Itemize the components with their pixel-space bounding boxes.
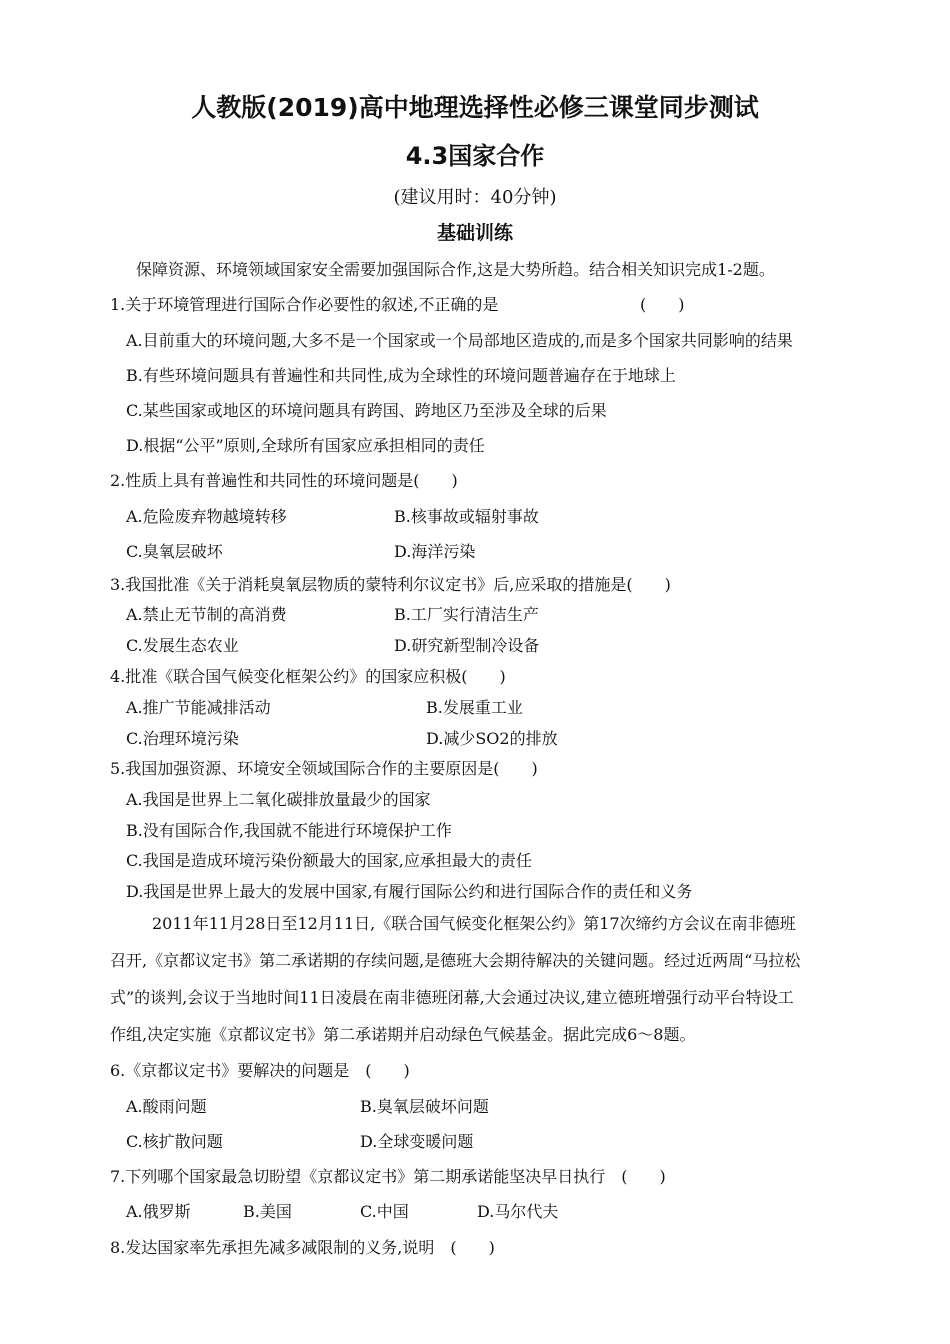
question-3-stem: 3.我国批准《关于消耗臭氧层物质的蒙特利尔议定书》后,应采取的措施是( ) [110, 575, 671, 594]
question-5-stem: 5.我国加强资源、环境安全领域国际合作的主要原因是( ) [110, 759, 538, 778]
question-2-option-c: C.臭氧层破坏 [126, 542, 223, 561]
question-5-option-d: D.我国是世界上最大的发展中国家,有履行国际公约和进行国际合作的责任和义务 [126, 882, 693, 901]
question-6-option-a: A.酸雨问题 [126, 1097, 207, 1116]
question-1-option-c: C.某些国家或地区的环境问题具有跨国、跨地区乃至涉及全球的后果 [126, 401, 607, 420]
question-2-stem: 2.性质上具有普遍性和共同性的环境问题是( ) [110, 471, 458, 490]
question-4-option-b: B.发展重工业 [426, 698, 523, 717]
intro-paragraph-2-line-3: 式”的谈判,会议于当地时间11日凌晨在南非德班闭幕,大会通过决议,建立德班增强行动平台特设工 [110, 988, 794, 1007]
intro-paragraph-1: 保障资源、环境领域国家安全需要加强国际合作,这是大势所趋。结合相关知识完成1-2题。 [136, 260, 775, 279]
sub-title: 4.3国家合作 [405, 142, 545, 170]
main-title: 人教版(2019)高中地理选择性必修三课堂同步测试 [191, 93, 759, 122]
question-5-option-c: C.我国是造成环境污染份额最大的国家,应承担最大的责任 [126, 851, 532, 870]
question-1-option-b: B.有些环境问题具有普遍性和共同性,成为全球性的环境问题普遍存在于地球上 [126, 366, 676, 385]
question-1-stem: 1.关于环境管理进行国际合作必要性的叙述,不正确的是 [110, 295, 499, 314]
question-4-option-a: A.推广节能减排活动 [126, 698, 271, 717]
question-2-option-a: A.危险废弃物越境转移 [126, 507, 287, 526]
question-1-blank: ( ) [640, 295, 685, 314]
question-1-option-a: A.目前重大的环境问题,大多不是一个国家或一个局部地区造成的,而是多个国家共同影响的结果 [126, 331, 793, 350]
intro-paragraph-2-line-1: 2011年11月28日至12月11日,《联合国气候变化框架公约》第17次缔约方会议在南非德班 [152, 914, 796, 933]
section-title: 基础训练 [436, 222, 513, 244]
question-4-option-d: D.减少SO2的排放 [426, 729, 558, 748]
question-3-option-a: A.禁止无节制的高消费 [126, 605, 287, 624]
question-1-option-d: D.根据“公平”原则,全球所有国家应承担相同的责任 [126, 436, 485, 455]
question-6-option-c: C.核扩散问题 [126, 1132, 223, 1151]
question-7-option-b: B.美国 [243, 1202, 292, 1221]
question-2-option-d: D.海洋污染 [394, 542, 476, 561]
question-3-option-b: B.工厂实行清洁生产 [394, 605, 539, 624]
question-6-option-b: B.臭氧层破坏问题 [360, 1097, 489, 1116]
question-7-option-c: C.中国 [360, 1202, 409, 1221]
time-note: (建议用时：40分钟) [393, 187, 557, 208]
question-7-stem: 7.下列哪个国家最急切盼望《京都议定书》第二期承诺能坚决早日执行 ( ) [110, 1167, 666, 1186]
question-6-stem: 6.《京都议定书》要解决的问题是 ( ) [110, 1061, 410, 1080]
intro-paragraph-2-line-4: 作组,决定实施《京都议定书》第二承诺期并启动绿色气候基金。据此完成6～8题。 [110, 1025, 696, 1044]
question-8-stem: 8.发达国家率先承担先减多减限制的义务,说明 ( ) [110, 1238, 495, 1257]
question-5-option-a: A.我国是世界上二氧化碳排放量最少的国家 [126, 790, 431, 809]
question-7-option-d: D.马尔代夫 [477, 1202, 559, 1221]
question-2-option-b: B.核事故或辐射事故 [394, 507, 539, 526]
question-5-option-b: B.没有国际合作,我国就不能进行环境保护工作 [126, 821, 452, 840]
question-3-option-d: D.研究新型制冷设备 [394, 636, 540, 655]
question-3-option-c: C.发展生态农业 [126, 636, 239, 655]
question-6-option-d: D.全球变暖问题 [360, 1132, 474, 1151]
question-7-option-a: A.俄罗斯 [126, 1202, 191, 1221]
question-4-stem: 4.批准《联合国气候变化框架公约》的国家应积极( ) [110, 667, 506, 686]
intro-paragraph-2-line-2: 召开,《京都议定书》第二承诺期的存续问题,是德班大会期待解决的关键问题。经过近两周“马拉松 [110, 951, 801, 970]
question-4-option-c: C.治理环境污染 [126, 729, 239, 748]
